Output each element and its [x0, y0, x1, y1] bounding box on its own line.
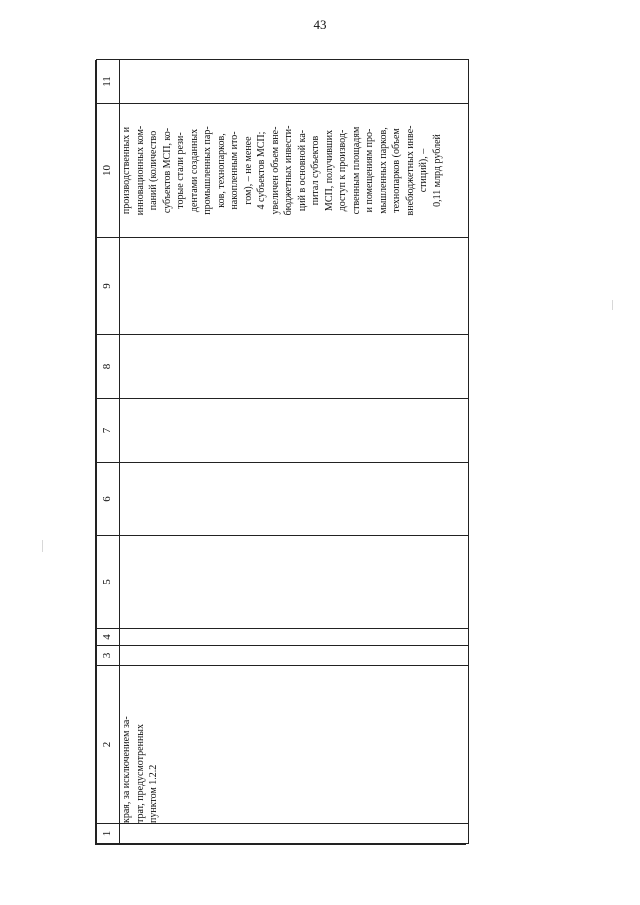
column-header-3: 3	[97, 646, 120, 666]
column-header-10: 10	[97, 104, 120, 238]
cell-9	[120, 238, 469, 335]
column-header-5: 5	[97, 536, 120, 629]
rotated-table	[96, 60, 466, 844]
cell-11	[120, 60, 469, 104]
column-header-4: 4	[97, 629, 120, 646]
table-row	[120, 60, 469, 844]
cell-10	[120, 104, 469, 238]
cell-8	[120, 335, 469, 399]
column-header-6: 6	[97, 463, 120, 536]
cell-6	[120, 463, 469, 536]
cell-5	[120, 536, 469, 629]
column-header-2: 2	[97, 666, 120, 824]
rotated-table-frame	[95, 60, 466, 845]
column-header-11: 11	[97, 60, 120, 104]
cell-4	[120, 629, 469, 646]
column-header-9: 9	[97, 238, 120, 335]
budget-table	[96, 59, 469, 844]
column-header-1: 1	[97, 824, 120, 844]
cell-3	[120, 646, 469, 666]
cell-2-text: края, за исключением за- трат, предусмотренных пунктом 1.2.2	[121, 716, 159, 823]
page-number: 43	[313, 17, 327, 32]
scan-artifact	[42, 540, 43, 552]
cell-10-text: производственных и инновационных ком- паний (количество субъектов МСП, ко- торые стали рези- дентами созданных промышленных пар- ков, технопарков, накопленным ито- гом), – не менее 4 субъектов МСП; увеличен объем вне- бюджетных инвести- ций в основной ка- питал субъектов МСП, получивших доступ к производ- ственным площадям и помещениям про- мышленных парков, технопарков (объем внебюджетных инве- стиций), – 0,11 млрд рублей	[121, 125, 443, 216]
cell-7	[120, 399, 469, 463]
column-header-7: 7	[97, 399, 120, 463]
header-row	[97, 60, 120, 844]
cell-1	[120, 824, 469, 844]
scan-artifact	[612, 300, 613, 310]
column-header-8: 8	[97, 335, 120, 399]
cell-2	[120, 666, 469, 824]
